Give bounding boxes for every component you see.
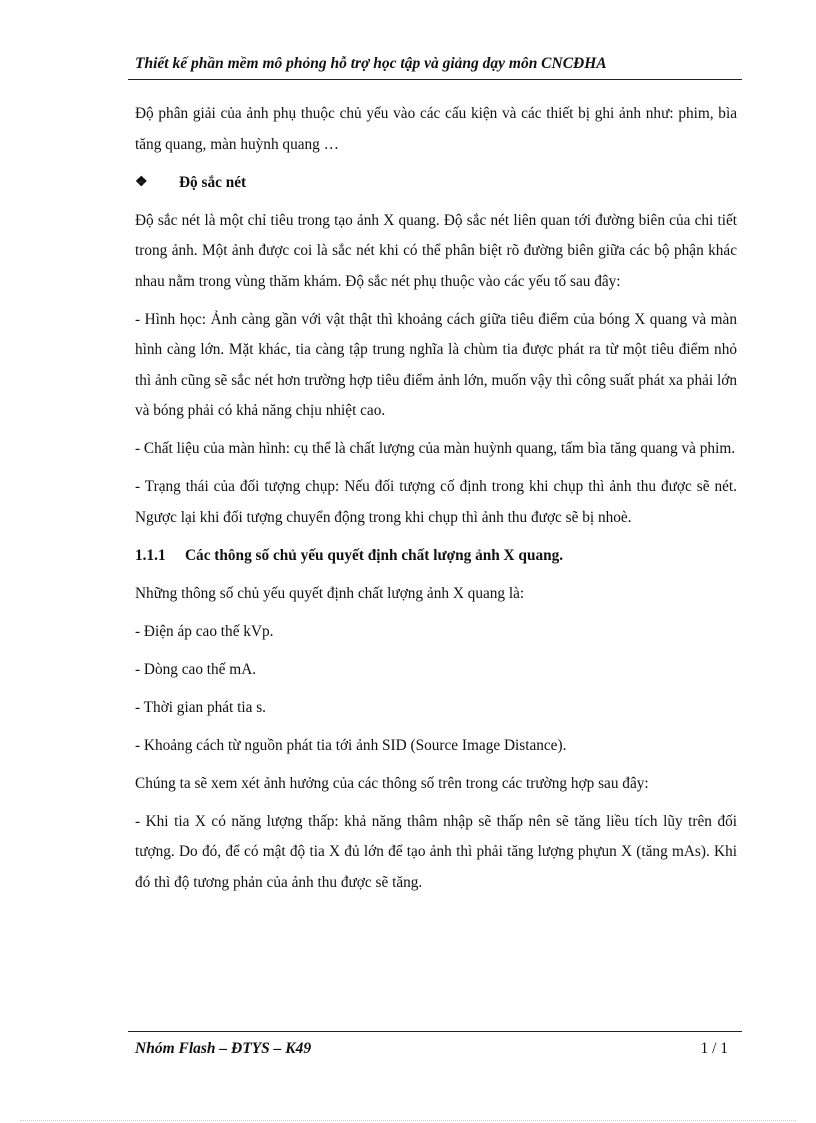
page-header-title: Thiết kế phần mềm mô phỏng hỗ trợ học tập và giảng dạy môn CNCĐHA	[135, 55, 607, 72]
paragraph-parameters: Những thông số chủ yếu quyết định chất lượng ảnh X quang là:	[135, 584, 525, 602]
footer-page-number: 1 / 1	[700, 1040, 728, 1057]
footer-divider	[128, 1031, 742, 1032]
page-bottom-border	[20, 1120, 796, 1121]
paragraph-low-energy: - Khi tia X có năng lượng thấp: khả năng thâm nhập sẽ thấp nên sẽ tăng liều tích lũy trên đối tượng. Do đó, để có mật độ tia X đủ lớn để tạo ảnh thì phải tăng lượng phựun X (tăng mAs). Khi đó thì độ tương phản của ảnh thu được sẽ tăng.	[135, 812, 737, 891]
section-title: Các thông số chủ yếu quyết định chất lượng ảnh X quang.	[185, 546, 564, 564]
paragraph-consider: Chúng ta sẽ xem xét ảnh hưởng của các thông số trên trong các trường hợp sau đây:	[135, 774, 649, 792]
paragraph-geometry: - Hình học: Ảnh càng gần với vật thật thì khoảng cách giữa tiêu điểm của bóng X quang và màn hình càng lớn. Mặt khác, tia càng tập trung nghĩa là chùm tia được phát ra từ một tiêu điểm nhỏ thì ảnh cũng sẽ sắc nét hơn trường hợp tiêu điểm ảnh lớn, muốn vậy thì công suất phát xa phải lớn và bóng phải có khả năng chịu nhiệt cao.	[135, 310, 737, 419]
diamond-bullet-icon: ❖	[135, 174, 148, 190]
footer-group-name: Nhóm Flash – ĐTYS – K49	[135, 1040, 312, 1057]
list-item-voltage: - Điện áp cao thế kVp.	[135, 622, 274, 640]
paragraph-resolution: Độ phân giải của ảnh phụ thuộc chủ yếu vào các cấu kiện và các thiết bị ghi ảnh như: phim, bìa tăng quang, màn huỳnh quang …	[135, 105, 737, 153]
bullet-heading	[135, 168, 737, 199]
paragraph-screen-material: - Chất liệu của màn hình: cụ thể là chất lượng của màn huỳnh quang, tấm bìa tăng quang và phim.	[135, 440, 736, 457]
document-body	[135, 99, 737, 906]
section-number: 1.1.1	[135, 546, 166, 564]
header-divider	[128, 79, 742, 80]
bullet-heading-text: Độ sắc nét	[179, 173, 247, 191]
list-item-current: - Dòng cao thế mA.	[135, 660, 257, 678]
list-item-distance: - Khoảng cách từ nguồn phát tia tới ảnh SID (Source Image Distance).	[135, 736, 567, 754]
section-heading	[135, 541, 737, 572]
list-item-time: - Thời gian phát tia s.	[135, 698, 267, 716]
paragraph-object-state: - Trạng thái của đối tượng chụp: Nếu đối tượng cố định trong khi chụp thì ảnh thu được sẽ nét. Ngược lại khi đối tượng chuyển động trong khi chụp thì ảnh thu được sẽ bị nhoè.	[135, 478, 737, 526]
paragraph-sharpness: Độ sắc nét là một chỉ tiêu trong tạo ảnh X quang. Độ sắc nét liên quan tới đường biên của chi tiết trong ảnh. Một ảnh được coi là sắc nét khi có thể phân biệt rõ đường biên giữa các bộ phận khác nhau nằm trong vùng thăm khám. Độ sắc nét phụ thuộc vào các yếu tố sau đây:	[135, 211, 737, 290]
